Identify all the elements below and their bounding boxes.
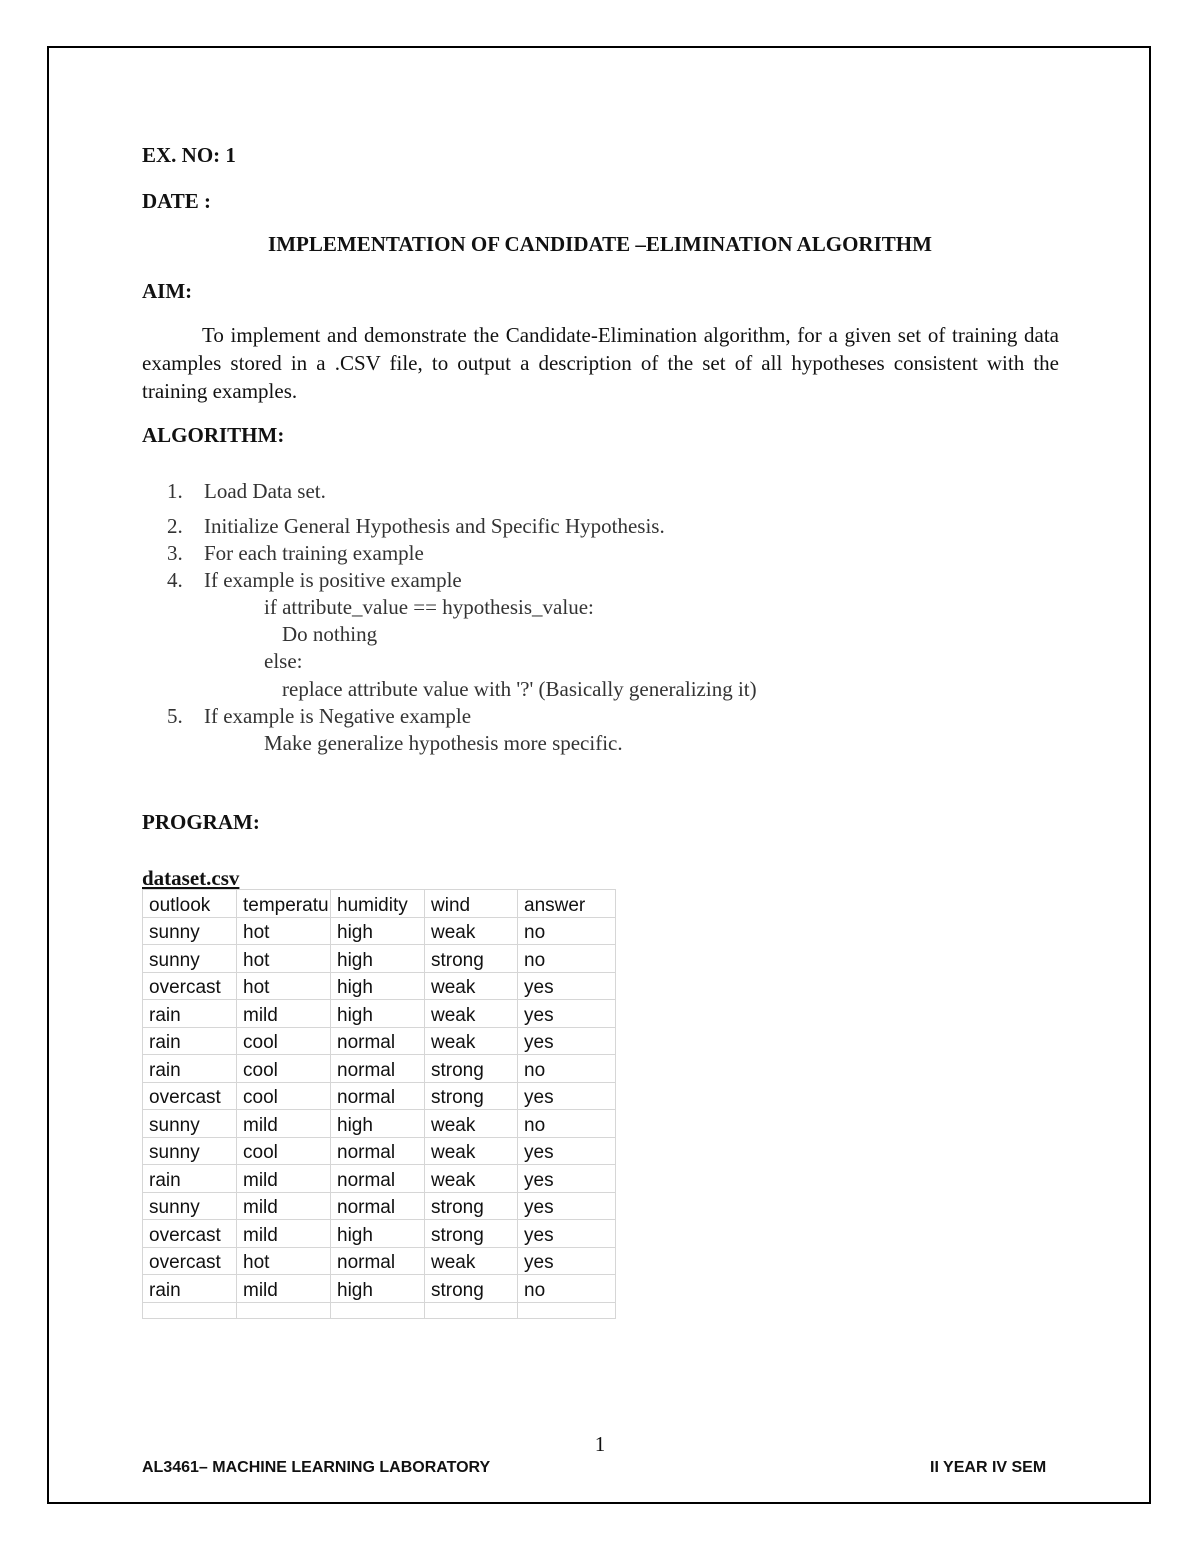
table-cell bbox=[237, 1302, 331, 1318]
table-cell: weak bbox=[425, 1027, 518, 1055]
table-cell: sunny bbox=[143, 945, 237, 973]
header-cell: wind bbox=[425, 890, 518, 918]
step-number: 2. bbox=[167, 514, 183, 538]
table-cell: high bbox=[331, 917, 425, 945]
table-row bbox=[143, 1137, 616, 1165]
table-cell: weak bbox=[425, 1247, 518, 1275]
table-cell bbox=[425, 1302, 518, 1318]
table-row bbox=[143, 1027, 616, 1055]
table-cell: mild bbox=[237, 1000, 331, 1028]
algorithm-step bbox=[167, 541, 424, 566]
table-cell: cool bbox=[237, 1027, 331, 1055]
table-cell: mild bbox=[237, 1275, 331, 1303]
document-title: IMPLEMENTATION OF CANDIDATE –ELIMINATION ALGORITHM bbox=[268, 232, 932, 256]
program-heading: PROGRAM: bbox=[142, 810, 260, 834]
table-header-row bbox=[143, 890, 616, 918]
table-cell: rain bbox=[143, 1165, 237, 1193]
table-cell: strong bbox=[425, 945, 518, 973]
table-cell: cool bbox=[237, 1137, 331, 1165]
exercise-number: EX. NO: 1 bbox=[142, 143, 236, 167]
table-cell: yes bbox=[518, 1247, 616, 1275]
header-cell: humidity bbox=[331, 890, 425, 918]
table-cell: weak bbox=[425, 972, 518, 1000]
step-text: If example is Negative example bbox=[204, 704, 472, 728]
table-cell: hot bbox=[237, 945, 331, 973]
dataset-label: dataset.csv bbox=[142, 866, 240, 890]
table-cell: normal bbox=[331, 1165, 425, 1193]
table-row bbox=[143, 1247, 616, 1275]
table-cell: rain bbox=[143, 1000, 237, 1028]
table-cell: sunny bbox=[143, 917, 237, 945]
table-cell: normal bbox=[331, 1247, 425, 1275]
algorithm-step bbox=[167, 704, 471, 729]
table-cell: mild bbox=[237, 1110, 331, 1138]
table-cell: strong bbox=[425, 1275, 518, 1303]
step-text: Initialize General Hypothesis and Specific Hypothesis. bbox=[204, 514, 665, 538]
step-number: 1. bbox=[167, 479, 183, 503]
table-cell: sunny bbox=[143, 1137, 237, 1165]
dataset-table-body bbox=[143, 890, 616, 1319]
table-cell: normal bbox=[331, 1055, 425, 1083]
table-cell: yes bbox=[518, 1137, 616, 1165]
page-number: 1 bbox=[594, 1432, 606, 1456]
table-cell: no bbox=[518, 1055, 616, 1083]
algorithm-subline: else: bbox=[264, 649, 303, 673]
table-cell: high bbox=[331, 972, 425, 1000]
table-cell: overcast bbox=[143, 1220, 237, 1248]
table-row bbox=[143, 972, 616, 1000]
table-cell: yes bbox=[518, 1192, 616, 1220]
table-row bbox=[143, 1220, 616, 1248]
table-cell: high bbox=[331, 1000, 425, 1028]
table-cell: high bbox=[331, 945, 425, 973]
table-cell: high bbox=[331, 1110, 425, 1138]
algorithm-step bbox=[167, 479, 326, 504]
table-cell: cool bbox=[237, 1082, 331, 1110]
header-cell: answer bbox=[518, 890, 616, 918]
algorithm-step bbox=[167, 568, 462, 593]
algorithm-subline: Make generalize hypothesis more specific. bbox=[264, 731, 623, 755]
algorithm-heading: ALGORITHM: bbox=[142, 423, 285, 447]
table-cell: weak bbox=[425, 1137, 518, 1165]
table-cell: mild bbox=[237, 1220, 331, 1248]
table-cell: yes bbox=[518, 1027, 616, 1055]
table-cell: mild bbox=[237, 1192, 331, 1220]
step-text: For each training example bbox=[204, 541, 424, 565]
table-cell: yes bbox=[518, 1220, 616, 1248]
table-row bbox=[143, 917, 616, 945]
table-row bbox=[143, 1082, 616, 1110]
aim-text: To implement and demonstrate the Candidate-Elimination algorithm, for a given set of training data examples stored in a .CSV file, to output a description of the set of all hypotheses consistent with the training examples. bbox=[142, 323, 1059, 403]
table-row bbox=[143, 1055, 616, 1083]
table-row bbox=[143, 1275, 616, 1303]
table-cell: yes bbox=[518, 972, 616, 1000]
table-cell: high bbox=[331, 1220, 425, 1248]
algorithm-subline: if attribute_value == hypothesis_value: bbox=[264, 595, 594, 619]
table-cell: normal bbox=[331, 1082, 425, 1110]
step-number: 3. bbox=[167, 541, 183, 565]
table-cell: no bbox=[518, 917, 616, 945]
table-cell: overcast bbox=[143, 1247, 237, 1275]
table-row bbox=[143, 1165, 616, 1193]
table-cell: rain bbox=[143, 1275, 237, 1303]
step-number: 5. bbox=[167, 704, 183, 728]
table-cell: weak bbox=[425, 917, 518, 945]
table-cell: no bbox=[518, 945, 616, 973]
table-cell: weak bbox=[425, 1110, 518, 1138]
table-cell: overcast bbox=[143, 972, 237, 1000]
table-row bbox=[143, 1110, 616, 1138]
step-number: 4. bbox=[167, 568, 183, 592]
table-cell: no bbox=[518, 1275, 616, 1303]
table-cell: strong bbox=[425, 1082, 518, 1110]
footer-course-title: AL3461– MACHINE LEARNING LABORATORY bbox=[142, 1459, 491, 1476]
table-cell: normal bbox=[331, 1137, 425, 1165]
table-cell bbox=[143, 1302, 237, 1318]
footer-year-semester: II YEAR IV SEM bbox=[930, 1459, 1047, 1476]
algorithm-subline: Do nothing bbox=[282, 622, 378, 646]
table-cell: hot bbox=[237, 972, 331, 1000]
aim-paragraph bbox=[142, 321, 1059, 405]
table-cell: weak bbox=[425, 1000, 518, 1028]
table-cell: overcast bbox=[143, 1082, 237, 1110]
table-cell: strong bbox=[425, 1220, 518, 1248]
header-cell: outlook bbox=[143, 890, 237, 918]
aim-heading: AIM: bbox=[142, 279, 193, 303]
table-empty-row bbox=[143, 1302, 616, 1318]
table-cell bbox=[518, 1302, 616, 1318]
table-cell: yes bbox=[518, 1082, 616, 1110]
table-cell: hot bbox=[237, 917, 331, 945]
table-cell: sunny bbox=[143, 1192, 237, 1220]
table-cell: hot bbox=[237, 1247, 331, 1275]
table-cell: normal bbox=[331, 1027, 425, 1055]
table-row bbox=[143, 1000, 616, 1028]
table-cell: sunny bbox=[143, 1110, 237, 1138]
step-text: Load Data set. bbox=[204, 479, 326, 503]
date-label: DATE : bbox=[142, 189, 212, 213]
table-cell: no bbox=[518, 1110, 616, 1138]
dataset-table bbox=[142, 889, 616, 1319]
table-row bbox=[143, 945, 616, 973]
algorithm-subline: replace attribute value with '?' (Basically generalizing it) bbox=[282, 677, 757, 701]
table-cell: rain bbox=[143, 1055, 237, 1083]
table-cell: cool bbox=[237, 1055, 331, 1083]
table-cell: yes bbox=[518, 1165, 616, 1193]
table-cell: strong bbox=[425, 1055, 518, 1083]
table-cell: weak bbox=[425, 1165, 518, 1193]
table-cell: high bbox=[331, 1275, 425, 1303]
table-cell: rain bbox=[143, 1027, 237, 1055]
table-cell: yes bbox=[518, 1000, 616, 1028]
table-row bbox=[143, 1192, 616, 1220]
table-cell bbox=[331, 1302, 425, 1318]
table-cell: mild bbox=[237, 1165, 331, 1193]
table-cell: normal bbox=[331, 1192, 425, 1220]
table-cell: strong bbox=[425, 1192, 518, 1220]
algorithm-step bbox=[167, 514, 665, 539]
step-text: If example is positive example bbox=[204, 568, 462, 592]
header-cell: temperatu bbox=[237, 890, 331, 918]
